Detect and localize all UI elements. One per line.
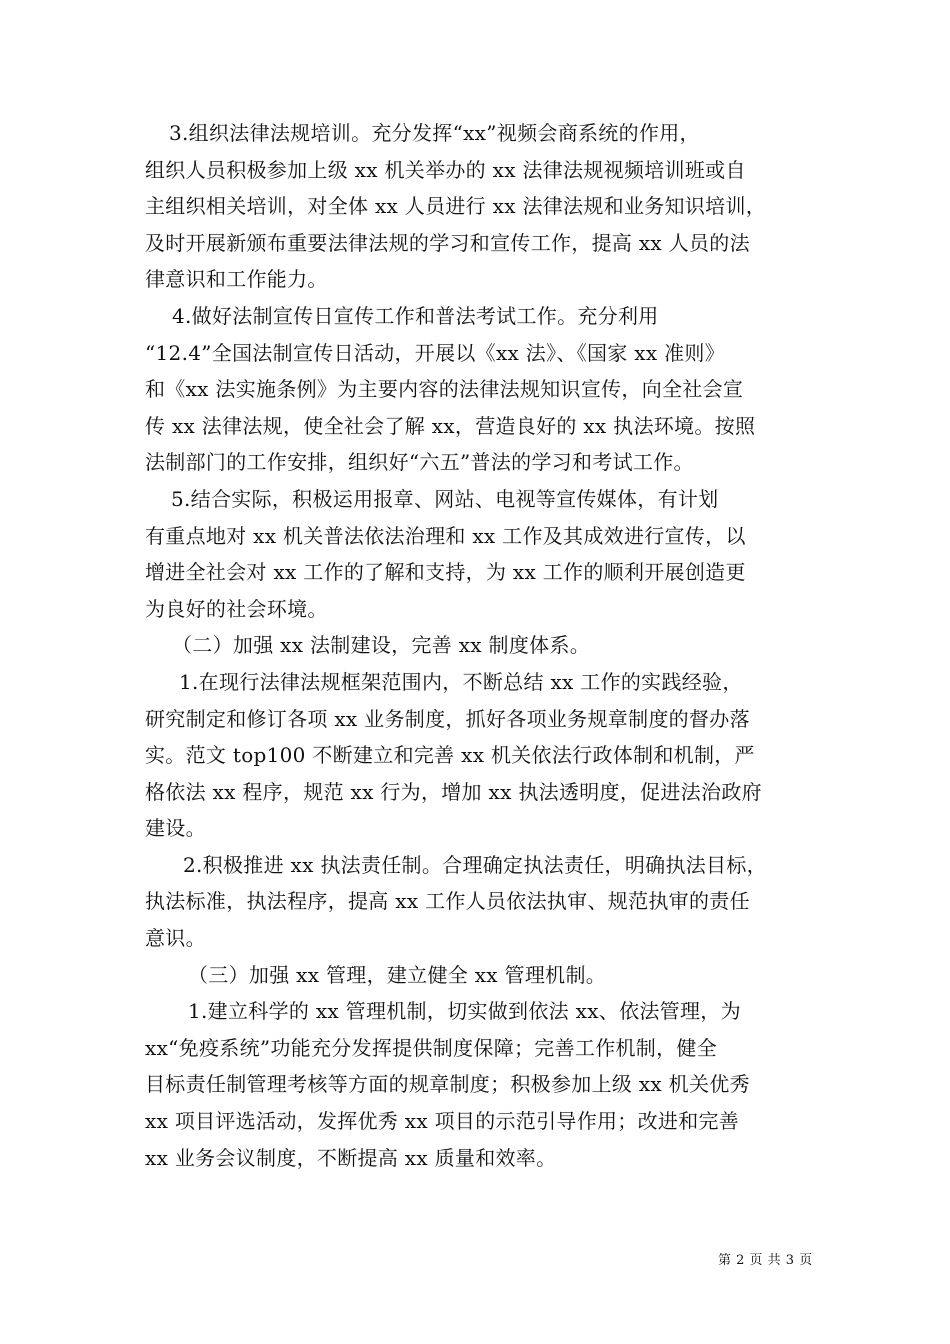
- text-line: 实。范文 top100 不断建立和完善 xx 机关依法行政体制和机制，严: [145, 743, 755, 768]
- paragraph: [145, 298, 810, 481]
- text-line: 及时开展新颁布重要法律法规的学习和宣传工作，提高 xx 人员的法: [145, 230, 750, 255]
- paragraph: [145, 847, 810, 957]
- text-line: 增进全社会对 xx 工作的了解和支持，为 xx 工作的顺利开展创造更: [145, 560, 746, 585]
- text-line: 法制部门的工作安排，组织好“六五”普法的学习和考试工作。: [145, 450, 694, 475]
- paragraph: [145, 115, 810, 298]
- text-line: 执法标准，执法程序，提高 xx 工作人员依法执审、规范执审的责任: [145, 889, 750, 914]
- text-line: 5.结合实际，积极运用报章、网站、电视等宣传媒体，有计划: [171, 486, 719, 511]
- text-line: 意识。: [145, 926, 206, 951]
- text-line: 律意识和工作能力。: [145, 267, 328, 292]
- text-line: 研究制定和修订各项 xx 业务制度，抓好各项业务规章制度的督办落: [145, 706, 750, 731]
- text-line: 1.建立科学的 xx 管理机制，切实做到依法 xx、依法管理，为: [188, 999, 741, 1024]
- paragraph: [145, 627, 810, 664]
- text-line: xx 项目评选活动，发挥优秀 xx 项目的示范引导作用；改进和完善: [145, 1109, 740, 1134]
- text-line: （三）加强 xx 管理，建立健全 xx 管理机制。: [188, 962, 607, 987]
- paragraph: [145, 957, 810, 994]
- text-line: 为良好的社会环境。: [145, 596, 328, 621]
- text-line: 4.做好法制宣传日宣传工作和普法考试工作。充分利用: [172, 303, 659, 328]
- paragraph: [145, 481, 810, 627]
- text-line: xx 业务会议制度，不断提高 xx 质量和效率。: [145, 1145, 557, 1170]
- text-line: 格依法 xx 程序，规范 xx 行为，增加 xx 执法透明度，促进法治政府: [145, 779, 762, 804]
- text-line: 组织人员积极参加上级 xx 机关举办的 xx 法律法规视频培训班或自: [145, 157, 746, 182]
- text-line: 主组织相关培训，对全体 xx 人员进行 xx 法律法规和业务知识培训，: [145, 194, 767, 219]
- text-line: 传 xx 法律法规，使全社会了解 xx，营造良好的 xx 执法环境。按照: [145, 413, 756, 438]
- text-line: 有重点地对 xx 机关普法依法治理和 xx 工作及其成效进行宣传，以: [145, 523, 746, 548]
- text-line: “12.4”全国法制宣传日活动，开展以《xx 法》、《国家 xx 准则》: [145, 340, 725, 365]
- text-line: 建设。: [145, 816, 206, 841]
- document-body: [145, 115, 810, 1176]
- text-line: 1.在现行法律法规框架范围内，不断总结 xx 工作的实践经验，: [179, 669, 743, 694]
- text-line: （二）加强 xx 法制建设，完善 xx 制度体系。: [172, 633, 591, 658]
- paragraph: [145, 993, 810, 1176]
- page-number: 第 2 页 共 3 页: [718, 1253, 813, 1268]
- text-line: 和《xx 法实施条例》为主要内容的法律法规知识宣传，向全社会宣: [145, 377, 744, 402]
- text-line: 3.组织法律法规培训。充分发挥“xx”视频会商系统的作用，: [169, 121, 700, 145]
- text-line: 2.积极推进 xx 执法责任制。合理确定执法责任，明确执法目标，: [183, 852, 767, 877]
- paragraph: [145, 664, 810, 847]
- text-line: xx“免疫系统”功能充分发挥提供制度保障；完善工作机制，健全: [145, 1035, 718, 1060]
- text-line: 目标责任制管理考核等方面的规章制度；积极参加上级 xx 机关优秀: [145, 1072, 750, 1097]
